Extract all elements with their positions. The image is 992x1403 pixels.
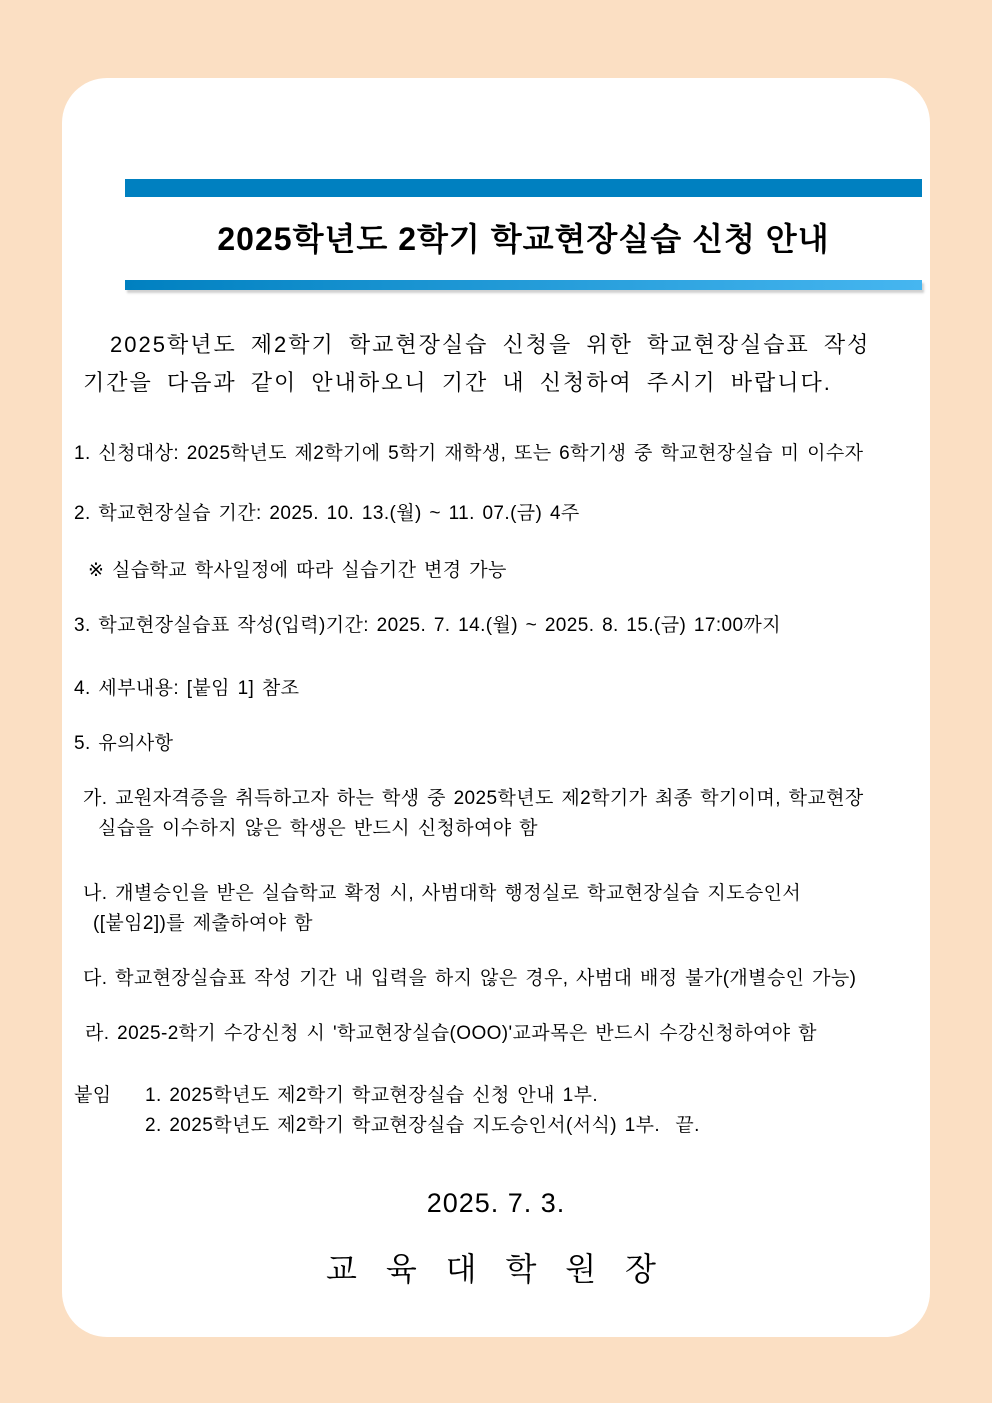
precaution-na-line-1: 나. 개별승인을 받은 실습학교 확정 시, 사범대학 행정실로 학교현장실습 지도승인서 <box>83 883 802 904</box>
precaution-na-line-2: ([붙임2])를 제출하여야 함 <box>93 913 313 934</box>
list-item-2: 2. 학교현장실습 기간: 2025. 10. 13.(월) ~ 11. 07.(금) 4주 <box>74 503 580 524</box>
notice-card <box>62 78 930 1337</box>
attachment-line-2: 2. 2025학년도 제2학기 학교현장실습 지도승인서(서식) 1부. 끝. <box>145 1115 700 1136</box>
intro-paragraph-line-2: 기간을 다음과 같이 안내하오니 기간 내 신청하여 주시기 바랍니다. <box>83 370 832 395</box>
precaution-ga-line-2: 실습을 이수하지 않은 학생은 반드시 신청하여야 함 <box>98 818 538 839</box>
list-item-2-note: ※ 실습학교 학사일정에 따라 실습기간 변경 가능 <box>88 560 507 581</box>
intro-paragraph-line-1: 2025학년도 제2학기 학교현장실습 신청을 위한 학교현장실습표 작성 <box>110 332 871 357</box>
notice-title: 2025학년도 2학기 학교현장실습 신청 안내 <box>217 221 830 257</box>
title-bottom-gradient-bar <box>125 280 922 290</box>
list-item-4: 4. 세부내용: [붙임 1] 참조 <box>74 678 300 699</box>
title-top-bar <box>125 179 922 197</box>
list-item-1: 1. 신청대상: 2025학년도 제2학기에 5학기 재학생, 또는 6학기생 중 학교현장실습 미 이수자 <box>74 443 864 464</box>
precaution-ga-line-1: 가. 교원자격증을 취득하고자 하는 학생 중 2025학년도 제2학기가 최종 학기이며, 학교현장 <box>83 788 864 809</box>
precaution-da-line-1: 다. 학교현장실습표 작성 기간 내 입력을 하지 않은 경우, 사범대 배정 불가(개별승인 가능) <box>83 968 857 989</box>
list-item-3: 3. 학교현장실습표 작성(입력)기간: 2025. 7. 14.(월) ~ 2025. 8. 15.(금) 17:00까지 <box>74 615 781 636</box>
notice-date: 2025. 7. 3. <box>426 1188 566 1218</box>
signer-title: 교 육 대 학 원 장 <box>326 1251 666 1287</box>
attachment-line-1: 1. 2025학년도 제2학기 학교현장실습 신청 안내 1부. <box>145 1085 599 1106</box>
attachments-label: 붙임 <box>74 1085 112 1106</box>
precaution-ra-line-1: 라. 2025-2학기 수강신청 시 '학교현장실습(OOO)'교과목은 반드시 수강신청하여야 함 <box>85 1023 817 1044</box>
list-item-5: 5. 유의사항 <box>74 733 174 754</box>
